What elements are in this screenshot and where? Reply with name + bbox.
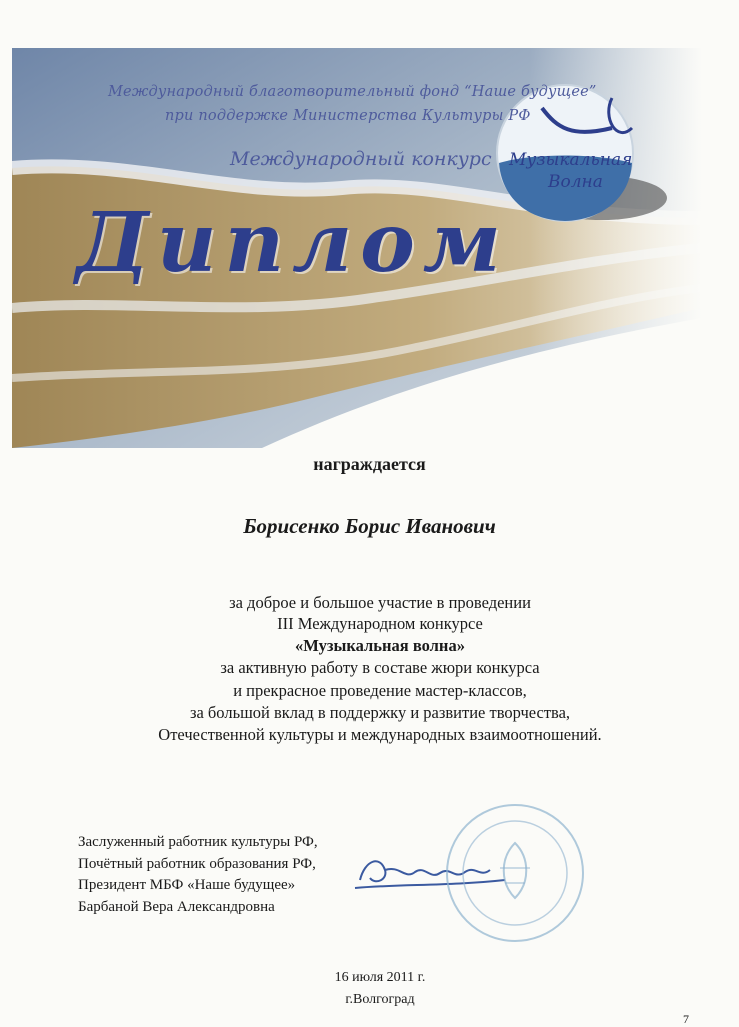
issue-date: 16 июля 2011 г. xyxy=(334,970,426,985)
diploma-title: Диплом xyxy=(76,195,509,291)
official-stamp xyxy=(440,798,590,948)
signer-title: Почётный работник образования РФ, xyxy=(78,856,316,872)
page-number: 7 xyxy=(683,1012,689,1026)
reason-line: за большой вклад в поддержку и развитие творчества, xyxy=(189,703,571,722)
signer-title: Президент МБФ «Наше будущее» xyxy=(78,877,296,893)
reason-line: III Международном конкурсе xyxy=(277,614,483,633)
issue-city: г.Волгоград xyxy=(345,992,415,1007)
awarded-label: награждается xyxy=(313,454,426,474)
signer-title: Заслуженный работник культуры РФ, xyxy=(78,834,318,850)
contest-label: Международный конкурс xyxy=(230,148,492,170)
signer-name: Барбаной Вера Александровна xyxy=(78,899,275,915)
reason-line: и прекрасное проведение мастер-классов, xyxy=(233,681,527,700)
contest-name: «Музыкальная волна» xyxy=(295,636,465,655)
reason-line: Отечественной культуры и международных взаимоотношений. xyxy=(158,725,602,744)
organizer-line: Международный благотворительный фонд “Наше будущее” xyxy=(108,84,597,100)
reason-line: за доброе и большое участие в проведении xyxy=(229,593,531,612)
recipient-name: Борисенко Борис Иванович xyxy=(243,514,496,538)
support-line: при поддержке Министерства Культуры РФ xyxy=(165,108,531,124)
logo-text-line1: Музыкальная xyxy=(509,150,633,170)
logo-text-line2: Волна xyxy=(548,172,603,192)
reason-line: за активную работу в составе жюри конкурса xyxy=(220,658,540,677)
